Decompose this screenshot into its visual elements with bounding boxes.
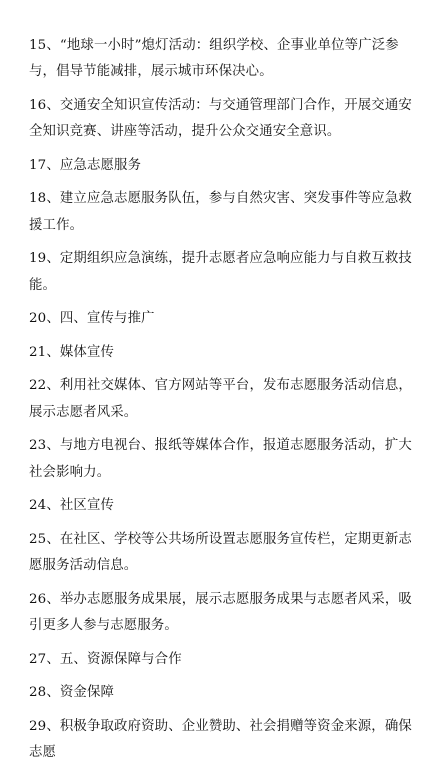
paragraph-26: 26、举办志愿服务成果展，展示志愿服务成果与志愿者风采，吸引更多人参与志愿服务。 xyxy=(29,591,412,633)
document-body xyxy=(29,33,413,766)
paragraph-19: 19、定期组织应急演练，提升志愿者应急响应能力与自救互救技能。 xyxy=(29,251,412,293)
paragraph-28: 28、资金保障 xyxy=(29,685,115,701)
paragraph-24: 24、社区宣传 xyxy=(29,498,115,514)
paragraph-21: 21、媒体宣传 xyxy=(29,344,115,360)
paragraph-16: 16、交通安全知识宣传活动：与交通管理部门合作，开展交通安全知识竞赛、讲座等活动，提升公众交通安全意识。 xyxy=(29,97,412,140)
paragraph-27: 27、五、资源保障与合作 xyxy=(29,651,182,667)
paragraph-15: 15、“地球一小时”熄灯活动：组织学校、企事业单位等广泛参与，倡导节能减排，展示城市环保决心。 xyxy=(29,38,399,80)
paragraph-29: 29、积极争取政府资助、企业赞助、社会捐赠等资金来源，确保志愿 xyxy=(29,718,412,760)
paragraph-25: 25、在社区、学校等公共场所设置志愿服务宣传栏，定期更新志愿服务活动信息。 xyxy=(29,531,412,574)
paragraph-17: 17、应急志愿服务 xyxy=(29,157,142,173)
paragraph-20: 20、四、宣传与推广 xyxy=(29,311,155,327)
paragraph-23: 23、与地方电视台、报纸等媒体合作，报道志愿服务活动，扩大社会影响力。 xyxy=(29,438,412,480)
paragraph-18: 18、建立应急志愿服务队伍，参与自然灾害、突发事件等应急救援工作。 xyxy=(29,191,412,233)
paragraph-22: 22、利用社交媒体、官方网站等平台，发布志愿服务活动信息，展示志愿者风采。 xyxy=(29,378,412,420)
